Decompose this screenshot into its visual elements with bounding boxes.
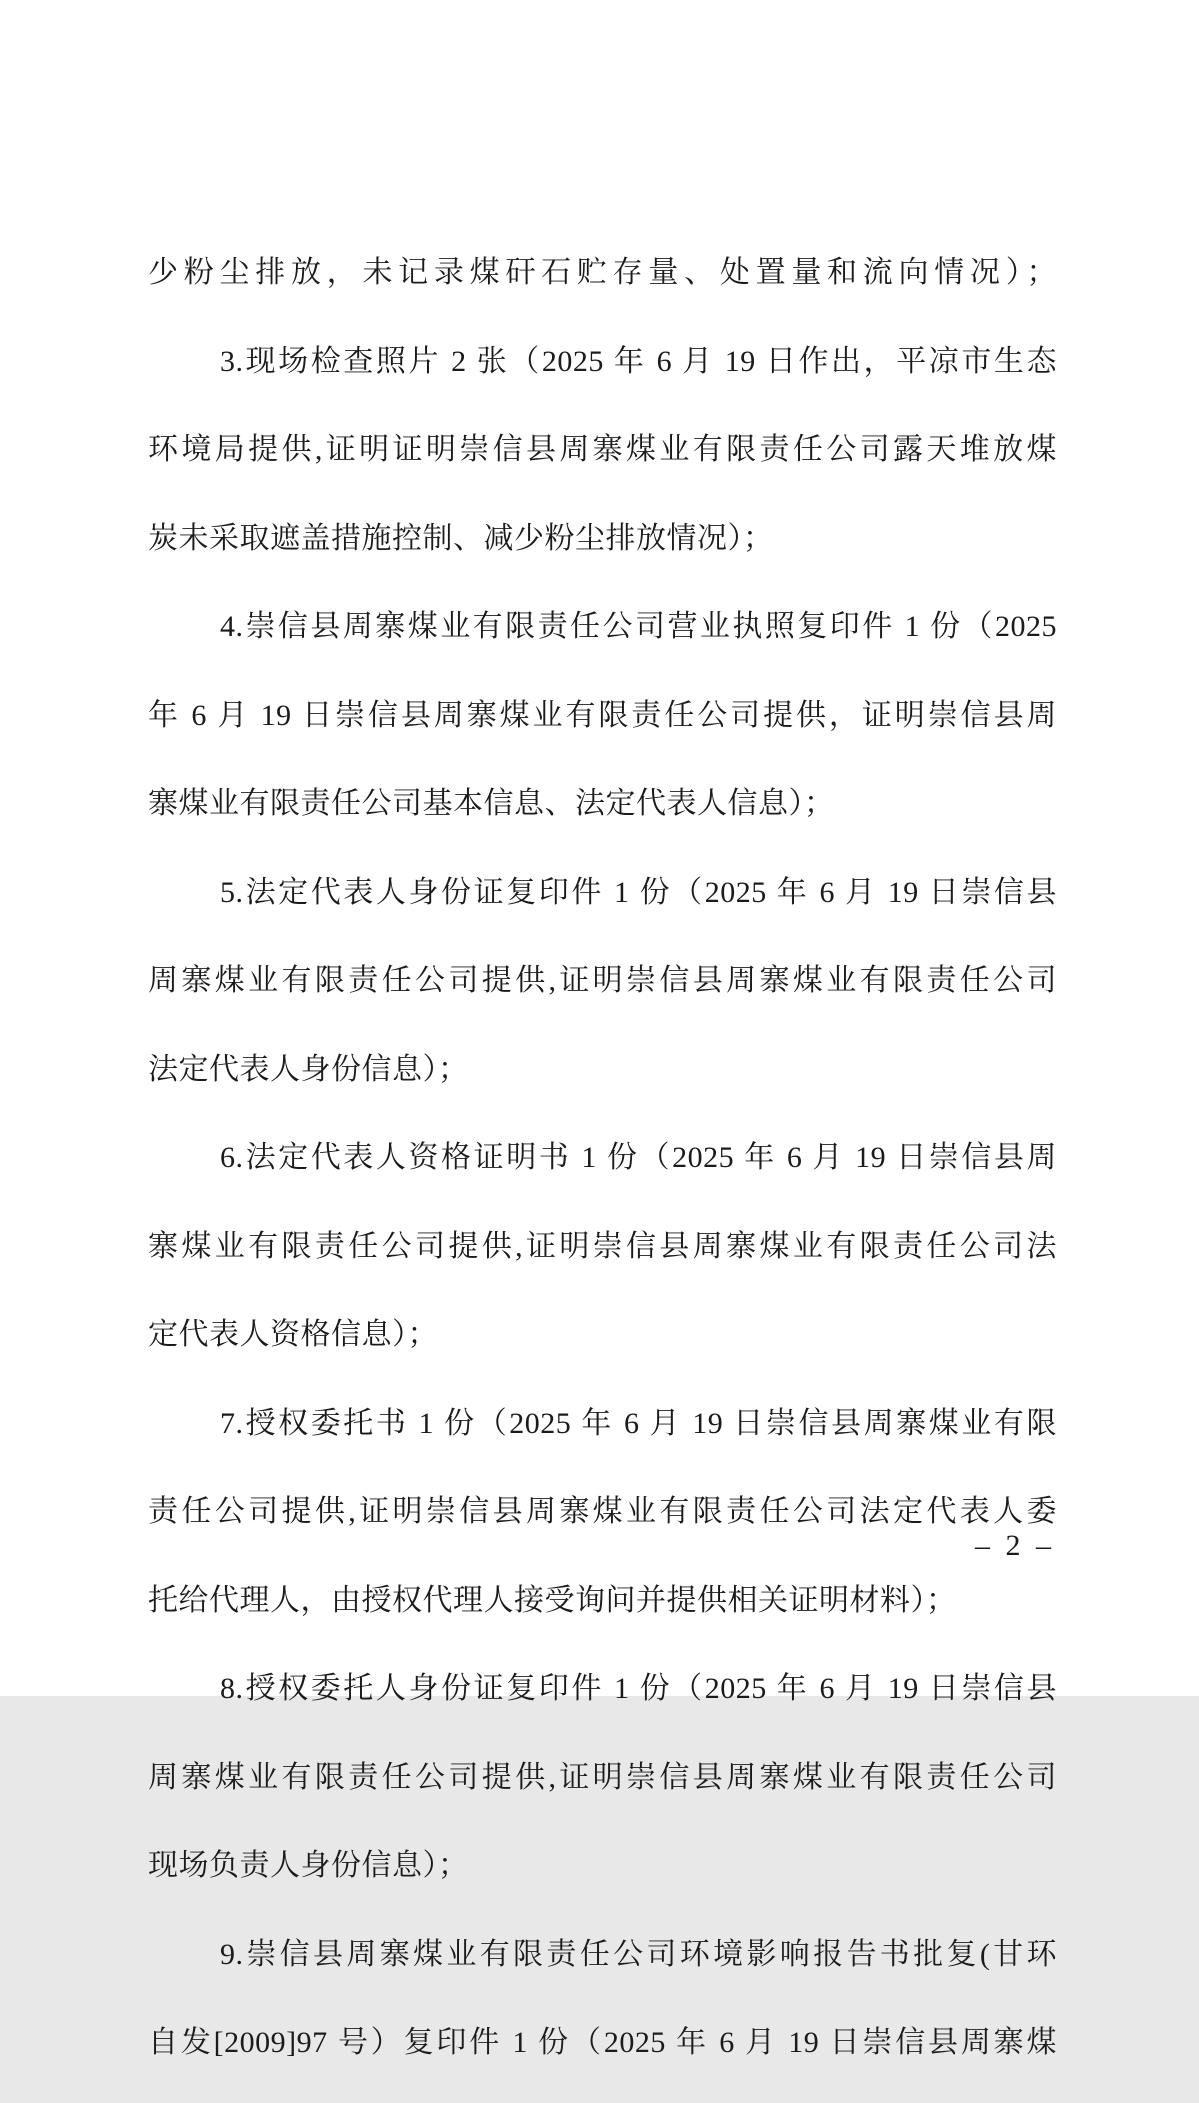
- text-line: 炭未采取遮盖措施控制、减少粉尘排放情况）；: [148, 521, 774, 555]
- text-line: 周寨煤业有限责任公司提供,证明崇信县周寨煤业有限责任公司: [148, 1760, 1057, 1794]
- text-line: 周寨煤业有限责任公司提供,证明崇信县周寨煤业有限责任公司: [148, 964, 1057, 997]
- text-line: 6.法定代表人资格证明书 1 份（2025 年 6 月 19 日崇信县周: [220, 1141, 1057, 1174]
- text-line: 环境局提供,证明证明崇信县周寨煤业有限责任公司露天堆放煤: [148, 433, 1057, 466]
- text-line: 托给代理人，由授权代理人接受询问并提供相关证明材料）；: [148, 1583, 957, 1617]
- text-line: 定代表人资格信息）；: [148, 1318, 438, 1351]
- text-line: 寨煤业有限责任公司基本信息、法定代表人信息）；: [148, 787, 835, 820]
- text-line: 5.法定代表人身份证复印件 1 份（2025 年 6 月 19 日崇信县: [220, 875, 1057, 909]
- text-line: 4.崇信县周寨煤业有限责任公司营业执照复印件 1 份（2025: [220, 610, 1057, 643]
- text-line: 自发[2009]97 号）复印件 1 份（2025 年 6 月 19 日崇信县周寨煤: [148, 2026, 1057, 2059]
- text-line: 3.现场检查照片 2 张（2025 年 6 月 19 日作出，平凉市生态: [220, 344, 1057, 378]
- text-line: 9.崇信县周寨煤业有限责任公司环境影响报告书批复(甘环: [220, 1937, 1057, 1971]
- document-body: [148, 214, 1057, 2103]
- text-line: 寨煤业有限责任公司提供,证明崇信县周寨煤业有限责任公司法: [148, 1229, 1057, 1263]
- text-line: 8.授权委托人身份证复印件 1 份（2025 年 6 月 19 日崇信县: [220, 1672, 1057, 1705]
- text-line: 法定代表人身份信息）；: [148, 1052, 469, 1086]
- page-number: – 2 –: [975, 1529, 1052, 1562]
- text-line: 年 6 月 19 日崇信县周寨煤业有限责任公司提供，证明崇信县周: [148, 698, 1057, 732]
- text-line: 现场负责人身份信息）；: [148, 1849, 469, 1882]
- text-line: 少粉尘排放，未记录煤矸石贮存量、处置量和流向情况）；: [148, 256, 1057, 289]
- text-line: 7.授权委托书 1 份（2025 年 6 月 19 日崇信县周寨煤业有限: [220, 1406, 1057, 1440]
- text-line: 责任公司提供,证明崇信县周寨煤业有限责任公司法定代表人委: [148, 1495, 1057, 1528]
